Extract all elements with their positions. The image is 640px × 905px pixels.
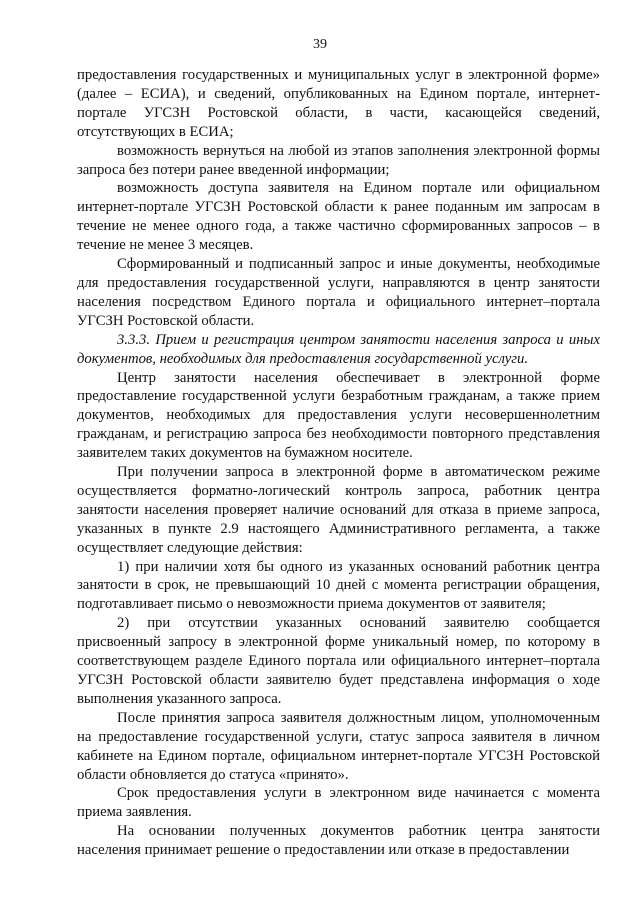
paragraph: возможность вернуться на любой из этапов заполнения электронной формы запроса без потери ранее введенной информации; — [77, 142, 600, 178]
paragraph: возможность доступа заявителя на Едином портале или официальном интернет-портале УГСЗН Ростовской области к ранее поданным им запросам в течение не менее одного года, а также частично сформированных запросов – в течение не менее 3 месяцев. — [77, 180, 600, 254]
paragraph: На основании полученных документов работник центра занятости населения принимает решение о предоставлении или отказе в предоставлении — [77, 823, 600, 859]
list-item: 1) при наличии хотя бы одного из указанных оснований работник центра занятости в срок, не превышающий 10 дней с момента регистрации обращения, подготавливает письмо о невозможности приема документов от заявителя; — [77, 558, 600, 613]
page-body — [77, 66, 600, 860]
paragraph: Срок предоставления услуги в электронном виде начинается с момента приема заявления. — [77, 785, 600, 821]
paragraph: Центр занятости населения обеспечивает в электронной форме предоставление государственной услуги безработным гражданам, а также прием документов, необходимых для предоставления услуги несовершеннолетним гражданам, и регистрацию запроса без необходимости повторного представления заявителем таких документов на бумажном носителе. — [77, 369, 600, 462]
list-item: 2) при отсутствии указанных оснований заявителю сообщается присвоенный запросу в электронной форме уникальный номер, по которому в соответствующем разделе Единого портала или официального интернет–портала УГСЗН Ростовской области заявителю будет представлена информация о ходе выполнения указанного запроса. — [77, 615, 600, 707]
page-number: 39 — [313, 37, 327, 52]
paragraph: При получении запроса в электронной форме в автоматическом режиме осуществляется форматно-логический контроль запроса, работник центра занятости населения проверяет наличие оснований для отказа в приеме запроса, указанных в пункте 2.9 настоящего Административного регламента, а также осуществляет следующие действия: — [77, 464, 600, 556]
paragraph: Сформированный и подписанный запрос и иные документы, необходимые для предоставления государственной услуги, направляются в центр занятости населения посредством Единого портала и официального интернет–портала УГСЗН Ростовской области. — [77, 256, 600, 329]
paragraph: После принятия запроса заявителя должностным лицом, уполномоченным на предоставление государственной услуги, статус запроса заявителя в личном кабинете на Едином портале, официальном интернет-портале УГСЗН Ростовской области обновляется до статуса «принято». — [77, 709, 600, 783]
paragraph: предоставления государственных и муниципальных услуг в электронной форме» (далее – ЕСИА), и сведений, опубликованных на Едином портале, интернет-портале УГСЗН Ростовской области, в части, касающейся сведений, отсутствующих в ЕСИА; — [77, 67, 600, 140]
section-heading: 3.3.3. Прием и регистрация центром занятости населения запроса и иных документов, необходимых для предоставления государственной услуги. — [77, 331, 600, 367]
